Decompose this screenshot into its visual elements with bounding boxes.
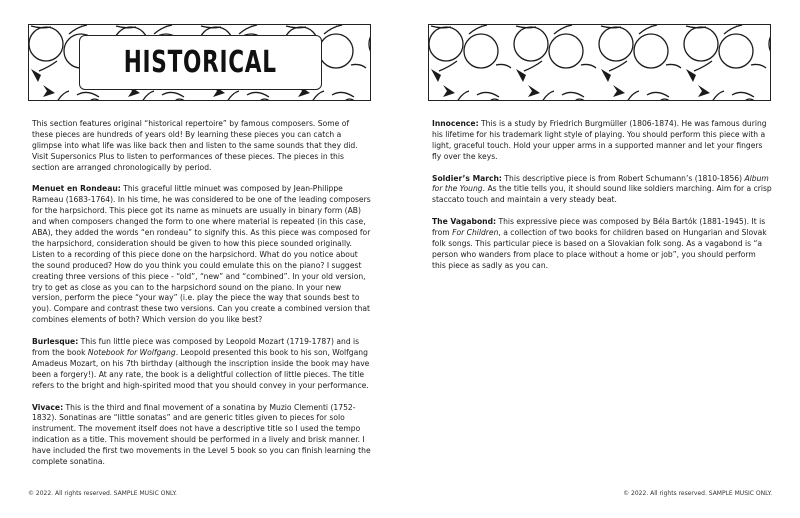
pattern-swirl [57, 91, 69, 101]
banner-title: HISTORICAL [124, 45, 277, 80]
section-text: This is the third and final movement of a sonatina by Muzio Clementi (1752-1832). Sonatinas are “little sonatas” and are generic titles given to pieces for solo instrument. The movement itself does not have a descriptive title so I used the tempo indication as a title. This movement should be performed in a lively and brisk manner. I have included the first two movements in the Level 5 book so you can finish learning the complete sonatina. [32, 402, 371, 467]
pattern-swirl [496, 64, 511, 68]
pattern-arrowhead [43, 85, 55, 97]
pattern-tile [514, 25, 596, 101]
section-text: This expressive piece was composed by Béla Bartók (1881-1945). It is from [432, 217, 766, 238]
pattern-swirl [686, 26, 706, 28]
pattern-circle [634, 34, 668, 68]
pattern-swirl [286, 26, 306, 28]
pattern-swirl [732, 92, 754, 97]
pattern-tile [769, 25, 771, 101]
copyright-footer: © 2022. All rights reserved. SAMPLE MUSIC ONLY. [28, 490, 177, 497]
section-text: This is a study by Friedrich Burgmüller (1806-1874). He was famous during his lifetime for his trademark light style of playing. You should perform this piece with a light, graceful touch. Hold your upper arms in a supported manner and let your fingers fly over the keys. [432, 119, 767, 161]
pattern-swirl [69, 25, 87, 34]
section-heading: Menuet en Rondeau: [32, 184, 121, 194]
pattern-swirl [581, 64, 596, 68]
pattern-swirl [524, 61, 542, 71]
pattern-swirl [239, 25, 257, 34]
book-title: Album for the Young [432, 173, 769, 194]
section-burlesque [32, 337, 372, 392]
pattern-swirl [489, 99, 501, 101]
pattern-circle [599, 27, 633, 61]
section-text: . As the title tells you, it should sound like soldiers marching. Aim for a crisp staccato touch and maintain a very steady beat. [432, 184, 772, 205]
section-vagabond [432, 217, 772, 272]
banner-title-box [79, 35, 322, 90]
pattern-swirl [712, 91, 724, 101]
pattern-swirl [201, 26, 221, 28]
pattern-tile [429, 25, 511, 101]
pattern-tile [599, 25, 681, 101]
pattern-circle [549, 34, 583, 68]
pattern-swirl [312, 91, 324, 101]
section-heading: Soldier’s March: [432, 173, 502, 183]
right-page [400, 0, 800, 518]
pattern-swirl [332, 92, 354, 97]
pattern-swirl [744, 99, 756, 101]
pattern-swirl [609, 61, 627, 71]
pattern-arrowhead [613, 85, 625, 97]
section-text: , a collection of two books for children based on Hungarian and Slovak folk songs. This particular piece is based on a Slovakian folk song. As a vagabond is “a person who wanders from place to place without a home or job”, you should perform this piece as sadly as you can. [432, 228, 767, 270]
pattern-circle [29, 27, 63, 61]
pattern-swirl [477, 92, 499, 97]
pattern-swirl [554, 25, 572, 34]
pattern-banner [428, 24, 771, 101]
pattern-swirl [31, 26, 51, 28]
book-title: For Children [452, 228, 499, 238]
pattern-swirl [627, 91, 639, 101]
pattern-swirl [259, 99, 271, 101]
pattern-circle [319, 34, 353, 68]
historical-banner [28, 24, 371, 101]
pattern-tile [369, 25, 371, 101]
pattern-swirl [227, 91, 239, 101]
pattern-swirl [344, 99, 356, 101]
pattern-swirl [469, 25, 487, 34]
pattern-circle [719, 34, 753, 68]
section-innocence [432, 119, 772, 163]
pattern-swirl [659, 99, 671, 101]
pattern-swirl [247, 92, 269, 97]
right-body-text [432, 119, 772, 283]
copyright-footer: © 2022. All rights reserved. SAMPLE MUSIC ONLY. [623, 490, 772, 497]
pattern-swirl [516, 26, 536, 28]
pattern-circle [429, 27, 463, 61]
pattern-swirl [142, 91, 154, 101]
pattern-circle [464, 34, 498, 68]
pattern-swirl [562, 92, 584, 97]
pattern-swirl [324, 25, 342, 34]
pattern-circle [769, 27, 771, 61]
pattern-swirl [724, 25, 742, 34]
pattern-swirl [351, 64, 366, 68]
pattern-circle [514, 27, 548, 61]
pattern-arrowhead [528, 85, 540, 97]
pattern-circle [684, 27, 718, 61]
section-text: This graceful little minuet was composed by Jean-Philippe Rameau (1683-1764). In his time, he was considered to be one of the leading composers for the harpsichord. This piece got its name as minuets are usually in binary form (AB) and when composers changed the form to one where material is repeated (in this case, ABA), they added the words “en rondeau” to signify this. As this piece was composed for the harpsichord, consideration should be given to how this piece sounded originally. Listen to a recording of this piece done on the harpsichord. What do you notice about the sound produced? How do you think you could emulate this on the piano? I suggest creating three versions of this piece - “old”, “new” and “combined”. In your old version, try to get as close as you can to the harpsichord sound on the piano. In your new version, perform the piece “your way” (i.e. play the piece the way that sounds best to you). Compare and contrast these two versions. Can you create a combined version that combines elements of both? Which version do you like best? [32, 184, 371, 325]
section-text: . Leopold presented this book to his son, Wolfgang Amadeus Mozart, on his 7th birthday (although the inscription inside the book may have been a forgery!). At any rate, the book is a delightful collection of little pieces. The title refers to the bright and high-spirited mood that you should convey in your performance. [32, 348, 370, 390]
pattern-swirl [457, 91, 469, 101]
section-heading: Vivace: [32, 402, 64, 412]
pattern-swirl [666, 64, 681, 68]
pattern-swirl [574, 99, 586, 101]
pattern-swirl [439, 61, 457, 71]
pattern-swirl [431, 26, 451, 28]
banner-pattern-decoration [429, 25, 771, 101]
section-text: This fun little piece was composed by Leopold Mozart (1719-1787) and is from the book [32, 337, 360, 357]
pattern-swirl [77, 92, 99, 97]
pattern-swirl [39, 61, 57, 71]
book-title: Notebook for Wolfgang [87, 348, 176, 357]
pattern-swirl [639, 25, 657, 34]
pattern-arrowhead [698, 85, 710, 97]
pattern-swirl [751, 64, 766, 68]
section-heading: Innocence: [432, 119, 479, 128]
pattern-swirl [162, 92, 184, 97]
section-heading: The Vagabond: [432, 217, 497, 227]
pattern-swirl [694, 61, 712, 71]
pattern-tile [684, 25, 766, 101]
pattern-swirl [542, 91, 554, 101]
pattern-swirl [154, 25, 172, 34]
section-soldiers-march [432, 174, 772, 207]
pattern-circle [369, 27, 371, 61]
section-menuet [32, 184, 372, 326]
pattern-swirl [601, 26, 621, 28]
left-body-text [32, 119, 372, 479]
section-text: This descriptive piece is from Robert Schumann’s (1810-1856) [501, 173, 745, 183]
pattern-swirl [174, 99, 186, 101]
pattern-swirl [89, 99, 101, 101]
pattern-swirl [116, 26, 136, 28]
intro-paragraph: This section features original “historical repertoire” by famous composers. Some of these pieces are hundreds of years old! By learning these pieces you can catch a glimpse into what life was like back then and listen to the same sounds that they did. Visit Supersonics Plus to listen to performances of these pieces. The pieces in this section are arranged chronologically by period. [32, 119, 358, 172]
pattern-arrowhead [443, 85, 455, 97]
section-vivace [32, 403, 372, 468]
pattern-swirl [647, 92, 669, 97]
section-heading: Burlesque: [32, 337, 79, 347]
